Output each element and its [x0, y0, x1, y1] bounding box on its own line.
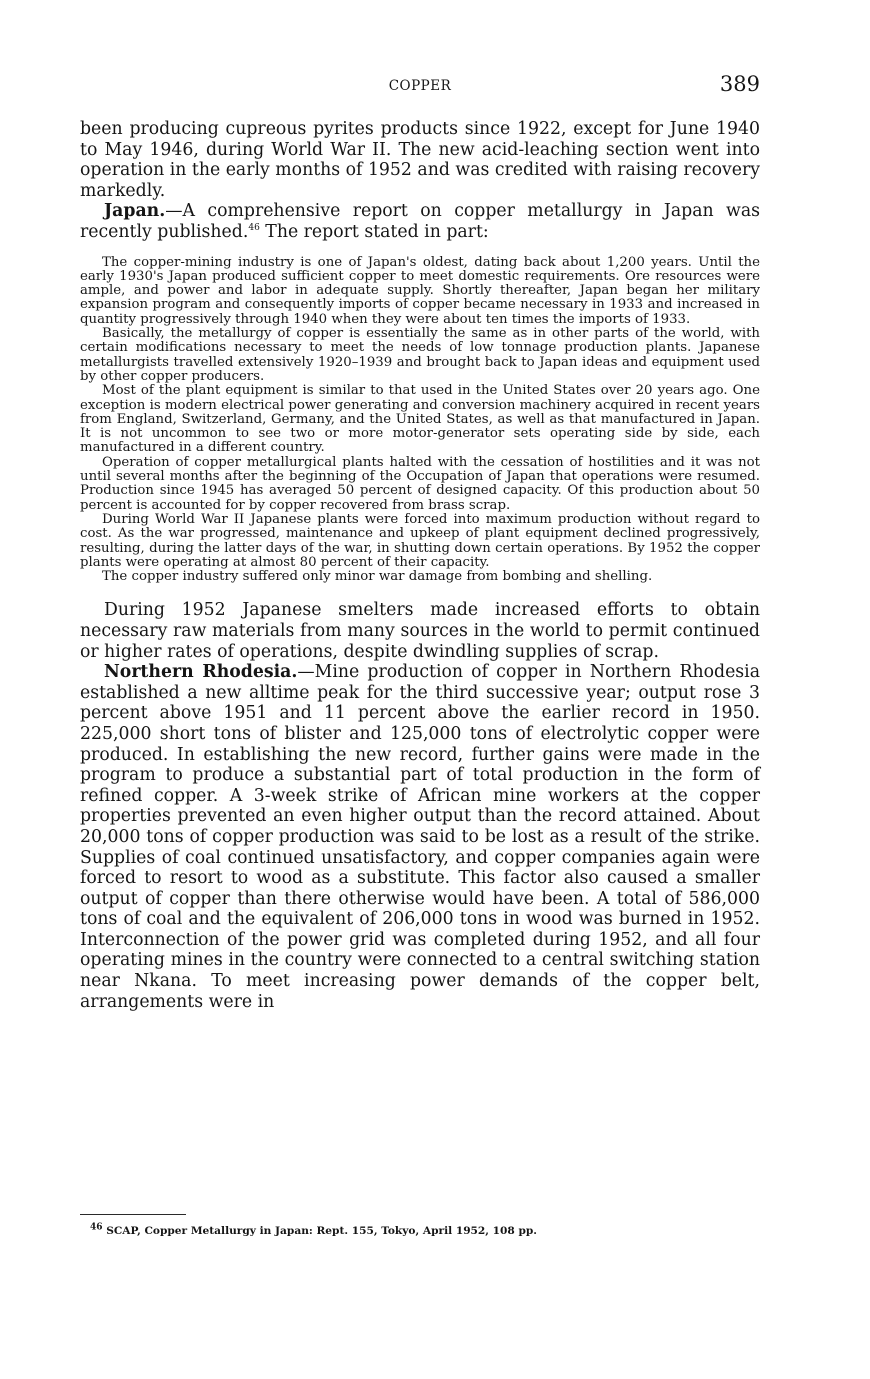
- paragraph-japanese-smelters: During 1952 Japanese smelters made increased efforts to obtain necessary raw materials from many sources in the world to permit continued or higher rates of operations, despite dwindling supplies of scrap.: [80, 600, 760, 662]
- footnote-divider: [80, 1214, 186, 1215]
- footnote-text: SCAP, Copper Metallurgy in Japan: Rept. 155, Tokyo, April 1952, 108 pp.: [102, 1225, 537, 1237]
- footnote: [80, 1224, 760, 1238]
- quote-paragraph: Operation of copper metallurgical plants halted with the cessation of hostilities and it was not until several months after the beginning of the Occupation of Japan that operations were resumed. Production since 1945 has averaged 50 percent of designed capacity. Of this production about 50 percent is accounted for by copper recovered from brass scrap.: [80, 454, 760, 513]
- paragraph-japan-tail: The report stated in part:: [259, 221, 489, 242]
- paragraph-japan: [80, 201, 760, 242]
- page-number: 389: [719, 72, 760, 96]
- footnote-marker: 46: [90, 1222, 103, 1233]
- quote-paragraph: Basically, the metallurgy of copper is essentially the same as in other parts of the world, with certain modifications necessary to meet the needs of low tonnage production plants. Japanese metallurgists travelled extensively 1920–1939 and brought back to Japan ideas and equipment used by other copper producers.: [80, 326, 760, 384]
- block-quote: [80, 256, 760, 585]
- paragraph-japan-text: —A comprehensive report on copper metallurgy in Japan was recently published.: [80, 201, 760, 242]
- quote-paragraph: The copper-mining industry is one of Japan's oldest, dating back about 1,200 years. Until the early 1930's Japan produced sufficient copper to meet domestic requirements. Ore resources were ample, and power and labor in adequate supply. Shortly thereafter, Japan began her military expansion program and consequently imports of copper became necessary in 1933 and increased in quantity progressively through 1940 when they were about ten times the imports of 1933.: [80, 254, 760, 327]
- running-head: COPPER: [388, 78, 452, 94]
- section-heading-northern-rhodesia: Northern Rhodesia.: [104, 662, 298, 683]
- quote-paragraph: During World War II Japanese plants were forced into maximum production without regard to cost. As the war progressed, maintenance and upkeep of plant equipment declined progressively, resulting, during the latter days of the war, in shutting down certain operations. By 1952 the copper plants were operating at almost 80 percent of their capacity.: [80, 511, 760, 570]
- section-heading-japan: Japan.: [104, 201, 166, 222]
- body-text: [80, 119, 760, 1012]
- paragraph-northern-rhodesia-text: —Mine production of copper in Northern Rhodesia established a new alltime peak for the third successive year; output rose 3 percent above 1951 and 11 percent above the earlier record in 1950. 225,000 short tons of blister and 125,000 tons of electrolytic copper were produced. In establishing the new record, further gains were made in the program to produce a substantial part of total production in the form of refined copper. A 3-week strike of African mine workers at the copper properties prevented an even higher output than the record attained. About 20,000 tons of copper production was said to be lost as a result of the strike. Supplies of coal continued unsatisfactory, and copper companies again were forced to resort to wood as a substitute. This factor also caused a smaller output of copper than there otherwise would have been. A total of 586,000 tons of coal and the equivalent of 206,000 tons in wood was burned in 1952. Interconnection of the power grid was completed during 1952, and all four operating mines in the country were connected to a central switching station near Nkana. To meet increasing power demands of the copper belt, arrangements were in: [80, 662, 760, 1012]
- footnote-reference: 46: [248, 223, 260, 234]
- paragraph-northern-rhodesia: [80, 662, 760, 1012]
- quote-paragraph: The copper industry suffered only minor war damage from bombing and shelling.: [102, 569, 653, 585]
- paragraph-continuation: been producing cupreous pyrites products since 1922, except for June 1940 to May 1946, during World War II. The new acid-leaching section went into operation in the early months of 1952 and was credited with raising recovery markedly.: [80, 119, 760, 201]
- quote-paragraph: Most of the plant equipment is similar to that used in the United States over 20 years ago. One exception is modern electrical power generating and conversion machinery acquired in recent years from England, Switzerland, Germany, and the United States, as well as that manufactured in Japan. It is not uncommon to see two or more motor-generator sets operating side by side, each manufactured in a different country.: [80, 383, 760, 456]
- page-header: [80, 72, 760, 102]
